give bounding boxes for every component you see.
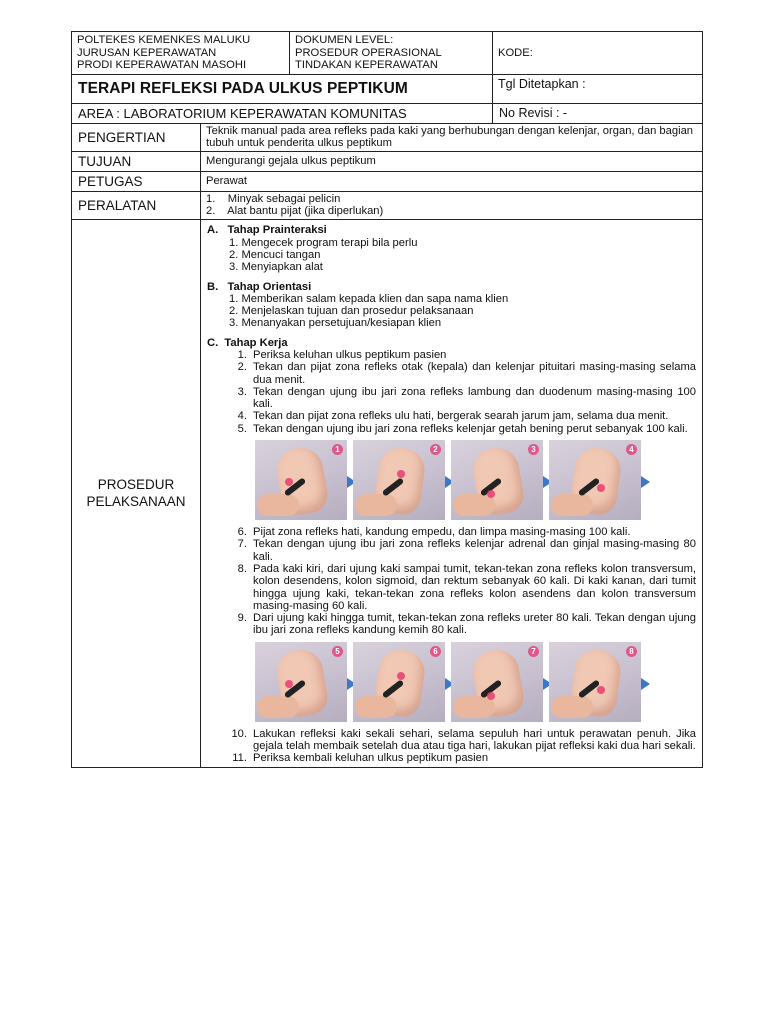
photo-number-badge: 4 xyxy=(626,444,637,455)
section-title: C. Tahap Kerja xyxy=(207,336,288,349)
reflexology-photo xyxy=(451,440,543,520)
list-item: 2. Mencuci tangan xyxy=(229,248,321,261)
peralatan-item: 2. Alat bantu pijat (jika diperlukan) xyxy=(206,205,384,218)
step-item xyxy=(207,423,696,435)
reflex-point-marker xyxy=(597,484,605,492)
institution-line: PRODI KEPERAWATAN MASOHI xyxy=(77,59,247,71)
step-item xyxy=(207,612,696,637)
next-arrow-icon xyxy=(641,678,650,690)
prosedur-label-cell xyxy=(72,220,201,767)
step-text: Pijat zona refleks hati, kandung empedu, dan limpa masing-masing 100 kali. xyxy=(253,526,631,539)
step-text: Periksa kembali keluhan ulkus peptikum pasien xyxy=(253,752,489,765)
tujuan-label: TUJUAN xyxy=(72,151,201,171)
list-item: 1. Memberikan salam kepada klien dan sapa nama klien xyxy=(229,292,509,305)
reflex-point-marker xyxy=(397,672,405,680)
step-item xyxy=(207,563,696,612)
step-number: 9. xyxy=(237,612,247,625)
reflex-point-marker xyxy=(597,686,605,694)
reflexology-photo xyxy=(549,440,641,520)
step-number: 7. xyxy=(237,538,247,551)
reflexology-photo xyxy=(255,642,347,722)
reflexology-photo xyxy=(353,440,445,520)
step-text: Dari ujung kaki hingga tumit, tekan-tekan zona refleks ureter 80 kali. Tekan dengan ujung ibu jari zona refleks kandung kemih 80 kali. xyxy=(253,612,696,637)
prosedur-content xyxy=(201,220,703,767)
step-item xyxy=(207,752,696,764)
reflex-point-marker xyxy=(487,490,495,498)
doc-level-line: TINDAKAN KEPERAWATAN xyxy=(295,59,438,71)
hand-image xyxy=(551,494,593,516)
hand-image xyxy=(355,696,397,718)
list-item: 2. Menjelaskan tujuan dan prosedur pelaksanaan xyxy=(229,305,474,318)
step-text: Tekan dengan ujung ibu jari zona refleks kelenjar getah bening perut sebanyak 100 kali. xyxy=(253,422,688,435)
prosedur-label: PROSEDUR xyxy=(97,477,175,493)
step-text: Tekan dengan ujung ibu jari zona refleks kelenjar adrenal dan ginjal masing-masing 80 kali. xyxy=(253,538,696,563)
photo-strip-1 xyxy=(207,440,696,520)
reflex-point-marker xyxy=(397,470,405,478)
step-text: Tekan dan pijat zona refleks otak (kepala) dan kelenjar pituitari masing-masing selama dua menit. xyxy=(253,361,696,386)
photo-number-badge: 8 xyxy=(626,646,637,657)
petugas-label: PETUGAS xyxy=(72,171,201,191)
pelaksanaan-label: PELAKSANAAN xyxy=(86,494,186,510)
tujuan-text: Mengurangi gejala ulkus peptikum xyxy=(201,151,703,171)
reflexology-photo xyxy=(353,642,445,722)
section-kerja xyxy=(207,337,696,765)
step-number: 1. xyxy=(237,348,247,361)
peralatan-list xyxy=(201,191,703,219)
step-item xyxy=(207,538,696,563)
peralatan-label: PERALATAN xyxy=(72,191,201,219)
section-title: A. Tahap Prainteraksi xyxy=(207,224,327,237)
section-orientasi xyxy=(207,281,696,330)
pengertian-text: Teknik manual pada area refleks pada kaki yang berhubungan dengan kelenjar, organ, dan bagian tubuh untuk penderita ulkus peptikum xyxy=(201,123,703,151)
reflex-point-marker xyxy=(487,692,495,700)
hand-image xyxy=(257,696,299,718)
photo-number-badge: 1 xyxy=(332,444,343,455)
list-item: 1. Mengecek program terapi bila perlu xyxy=(229,236,418,249)
pengertian-label: PENGERTIAN xyxy=(72,123,201,151)
kerja-steps-2 xyxy=(207,526,696,637)
section-title: B. Tahap Orientasi xyxy=(207,280,312,293)
step-number: 3. xyxy=(237,385,247,398)
step-number: 10. xyxy=(231,727,247,740)
reflexology-photo xyxy=(451,642,543,722)
step-number: 11. xyxy=(232,752,247,765)
step-number: 2. xyxy=(237,361,247,374)
sop-table xyxy=(71,31,703,768)
step-text: Tekan dan pijat zona refleks ulu hati, bergerak searah jarum jam, selama dua menit. xyxy=(253,410,669,423)
document-title: TERAPI REFLEKSI PADA ULKUS PEPTIKUM xyxy=(72,74,493,103)
reflex-point-marker xyxy=(285,478,293,486)
step-item xyxy=(207,410,696,422)
section-prainteraksi xyxy=(207,224,696,273)
no-revisi: No Revisi : - xyxy=(493,103,703,123)
photo-number-badge: 6 xyxy=(430,646,441,657)
area-label: AREA : LABORATORIUM KEPERAWATAN KOMUNITAS xyxy=(72,103,493,123)
doc-level-line: PROSEDUR OPERASIONAL xyxy=(295,46,442,59)
next-arrow-icon xyxy=(641,476,650,488)
hand-image xyxy=(551,696,593,718)
reflex-point-marker xyxy=(285,680,293,688)
institution-cell xyxy=(72,32,290,75)
step-number: 6. xyxy=(237,526,247,539)
petugas-text: Perawat xyxy=(201,171,703,191)
institution-line: JURUSAN KEPERAWATAN xyxy=(77,46,217,59)
peralatan-item: 1. Minyak sebagai pelicin xyxy=(206,192,341,205)
reflexology-photo xyxy=(255,440,347,520)
step-text: Tekan dengan ujung ibu jari zona refleks lambung dan duodenum masing-masing 100 kali. xyxy=(253,385,696,411)
kerja-steps-3 xyxy=(207,728,696,765)
step-item xyxy=(207,349,696,361)
kode-label: KODE: xyxy=(498,46,533,59)
step-item xyxy=(207,386,696,411)
step-number: 8. xyxy=(237,562,247,575)
step-text: Pada kaki kiri, dari ujung kaki sampai tumit, tekan-tekan zona refleks kolon transversum, kolon desendens, kolon sigmoid, dan rektum sebanyak 60 kali. Di kaki kanan, dari tumit hingga ujung kaki, tekan-tekan zona refleks kolon asendens dan kolon transversum masing-masing 60 kali. xyxy=(253,562,696,612)
photo-strip-2 xyxy=(207,642,696,722)
list-item: 3. Menanyakan persetujuan/kesiapan klien xyxy=(229,317,442,330)
step-text: Periksa keluhan ulkus peptikum pasien xyxy=(253,348,447,361)
photo-number-badge: 5 xyxy=(332,646,343,657)
doc-level-line: DOKUMEN LEVEL: xyxy=(295,34,394,46)
kode-cell xyxy=(493,32,703,75)
photo-number-badge: 7 xyxy=(528,646,539,657)
reflexology-photo xyxy=(549,642,641,722)
hand-image xyxy=(355,494,397,516)
step-item xyxy=(207,361,696,386)
step-text: Lakukan refleksi kaki sekali sehari, selama sepuluh hari untuk perawatan penuh. Jika gejala telah membaik setelah dua atau tiga hari, lakukan pijat refleksi kaki dua hari sekali. xyxy=(253,727,696,753)
document-level-cell xyxy=(290,32,493,75)
step-item xyxy=(207,728,696,753)
step-number: 4. xyxy=(237,410,247,423)
hand-image xyxy=(257,494,299,516)
tgl-ditetapkan: Tgl Ditetapkan : xyxy=(493,74,703,103)
photo-number-badge: 2 xyxy=(430,444,441,455)
list-item: 3. Menyiapkan alat xyxy=(229,261,323,274)
sop-document xyxy=(71,31,702,768)
institution-line: POLTEKES KEMENKES MALUKU xyxy=(77,34,251,46)
step-number: 5. xyxy=(237,422,247,435)
photo-number-badge: 3 xyxy=(528,444,539,455)
kerja-steps-1 xyxy=(207,349,696,435)
step-item xyxy=(207,526,696,538)
